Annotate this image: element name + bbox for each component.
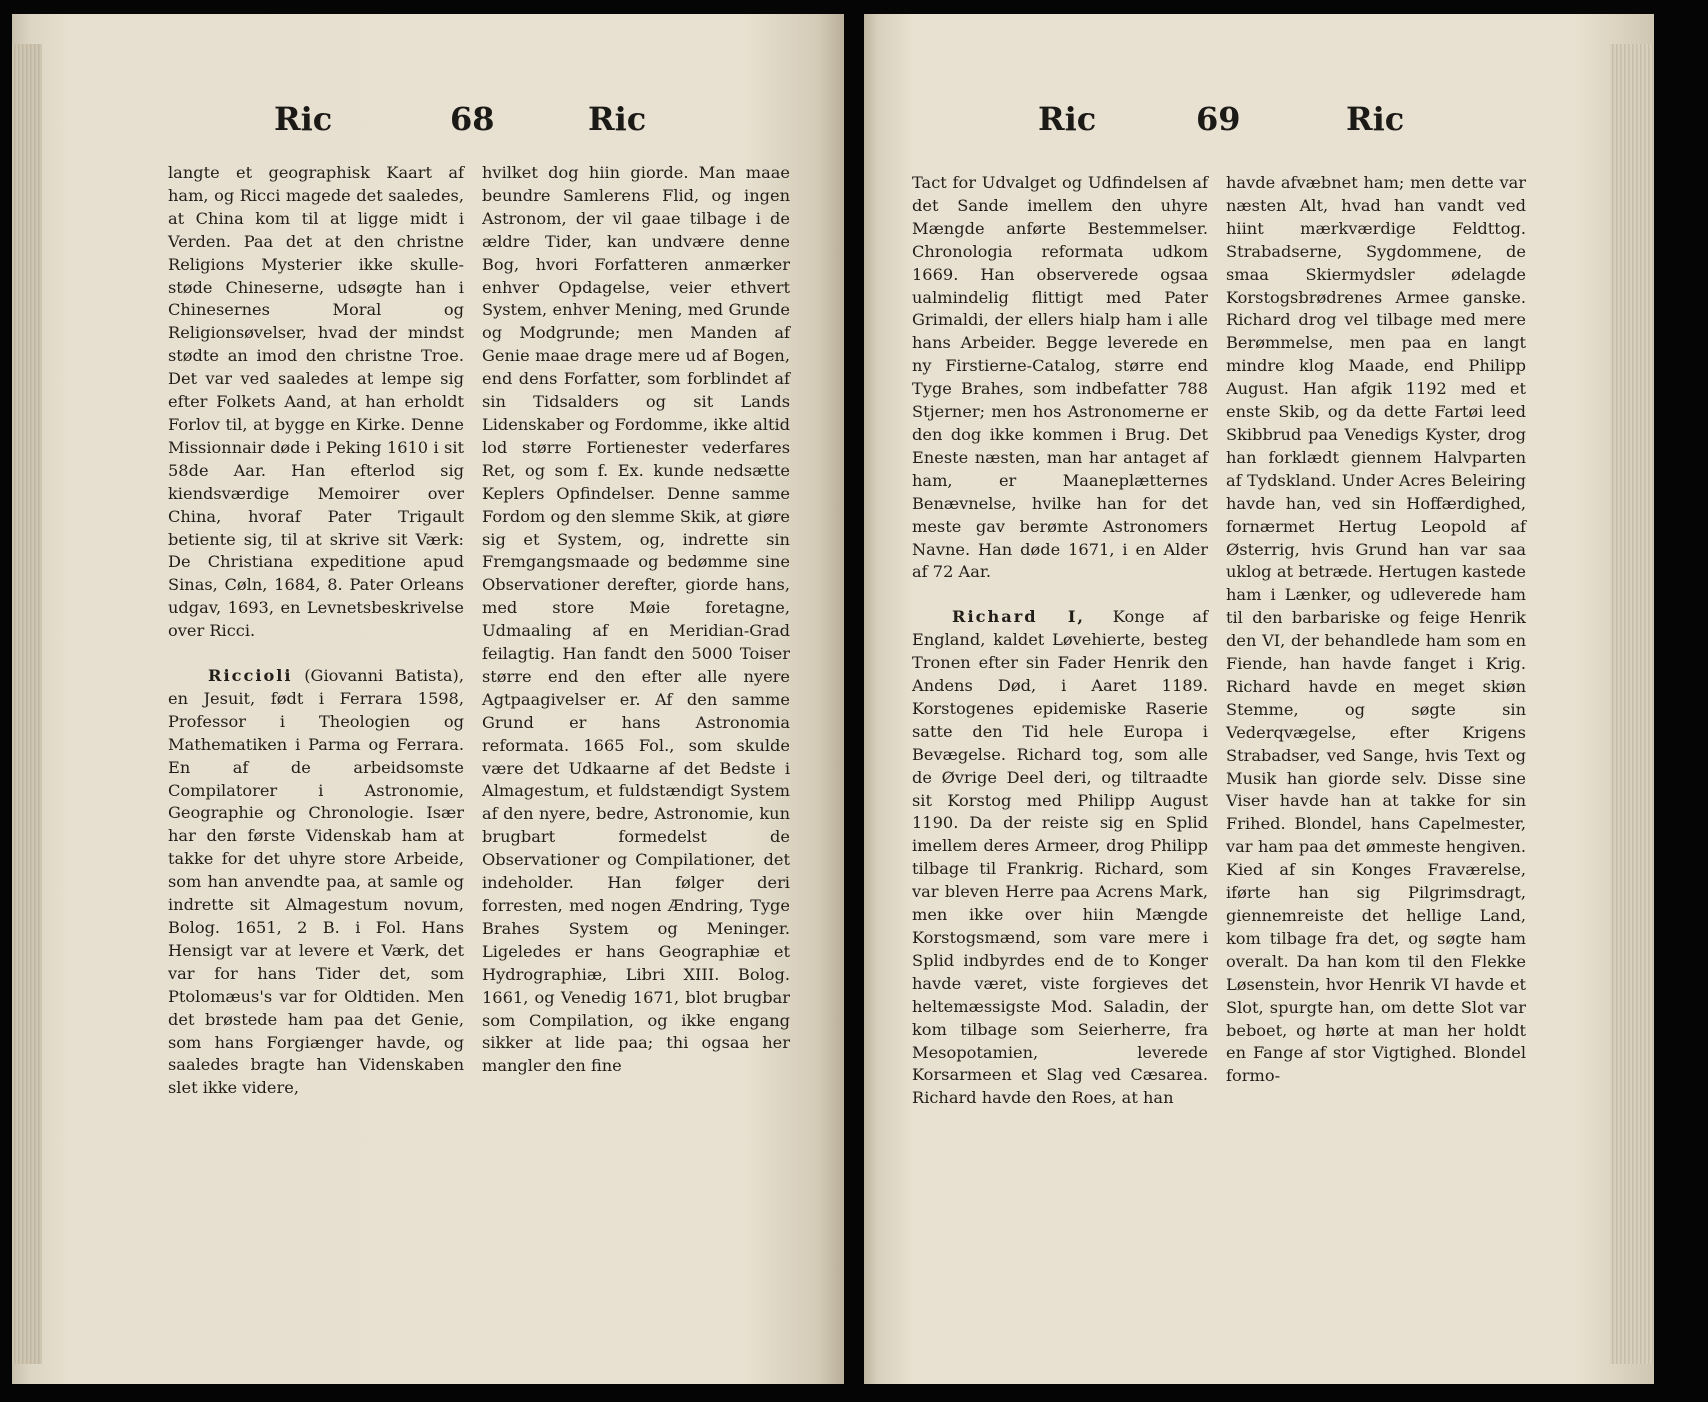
paragraph-text: hvilket dog hiin giorde. Man maae beundre Samlerens Flid, og ingen Astronom, der vil gaae tilbage i de ældre Tider, kan undvære denne Bog, hvori Forfatteren anmærker enhver Opdagelse, veier ethvert System, enhver Mening, med Grunde og Modgrunde; men Manden af Genie maae drage mere ud af Bogen, end dens Forfatter, som forblindet af sin Tidsalders og sit Lands Lidenskaber og Fordomme, ikke altid lod større Fortienester vederfares Ret, og som f. Ex. kunde nedsætte Keplers Opfindelser. Denne samme Fordom og den slemme Skik, at giøre sig et System, og, indrette sin Fremgangsmaade og bedømme sine Observationer derefter, giorde hans, med store Møie foretagne, Udmaaling af en Meridian-Grad feilagtig. Han fandt den 5000 Toiser større end den efter alle nyere Agtpaagivelser er. Af den samme Grund er hans Astronomia reformata. 1665 Fol., som skulde være det Udkaarne af det Bedste i Almagestum, et fuldstændigt System af den nyere, bedre, Astronomie, kun brugbart formedelst de Observationer og Compilationer, det indeholder. Han følger deri forresten, med nogen Ændring, Tyge Brahes System og Meninger. Ligeledes er hans Geographiæ et Hydrographiæ, Libri XIII. Bolog. 1661, og Venedig 1671, blot brugbar som Compilation, og ikke engang sikker at lide paa; thi ogsaa her mangler den fine	[482, 163, 790, 1076]
left-page-edge	[12, 44, 42, 1364]
left-page-column-2	[482, 162, 790, 1078]
right-page	[864, 14, 1654, 1384]
entry-paragraph	[168, 665, 464, 1100]
paragraph-text: langte et geographisk Kaart af ham, og Ricci magede det saaledes, at China kom til at ligge midt i Verden. Paa det at den christne Religions Mysterier ikke skulle-støde Chineserne, udsøgte han i Chinesernes Moral og Religionsøvelser, hvad der mindst stødte an imod den christne Troe. Det var ved saaledes at lempe sig efter Folkets Aand, at han erholdt Forlov til, at bygge en Kirke. Denne Missionnair døde i Peking 1610 i sit 58de Aar. Han efterlod sig kiendsværdige Memoirer over China, hvoraf Pater Trigault betiente sig, til at skrive sit Værk: De Christiana expeditione apud Sinas, Cøln, 1684, 8. Pater Orleans udgav, 1693, en Levnetsbeskrivelse over Ricci.	[168, 163, 464, 641]
paragraph-text: havde afvæbnet ham; men dette var næsten Alt, hvad han vandt ved hiint mærkværdige Feldttog. Strabadserne, Sygdommene, de smaa Skiermydsler ødelagde Korstogsbrødrenes Armee ganske. Richard drog vel tilbage med mere Berømmelse, men paa en langt mindre klog Maade, end Philipp August. Han afgik 1192 med et enste Skib, og da dette Fartøi leed Skibbrud paa Venedigs Kyster, drog han forklædt giennem Halvparten af Tydskland. Under Acres Beleiring havde han, ved sin Hoffærdighed, fornærmet Hertug Leopold af Østerrig, hvis Grund han var saa uklog at betræde. Hertugen kastede ham i Lænker, og udleverede ham til den barbariske og feige Henrik den VI, der behandlede ham som en Fiende, han havde fanget i Krig. Richard havde en meget skiøn Stemme, og søgte sin Vederqvægelse, efter Krigens Strabadser, ved Sange, hvis Text og Musik han giorde selv. Disse sine Viser havde han at takke for sin Frihed. Blondel, hans Capelmester, var ham paa det ømmeste hengiven. Kied af sin Konges Fraværelse, iførte han sig Pilgrimsdragt, giennemreiste det hellige Land, kom tilbage fra det, og søgte ham overalt. Da han kom til den Flekke Løsenstein, hvor Henrik VI havde et Slot, spurgte han, om dette Slot var beboet, og hørte at man her holdt en Fange af stor Vigtighed. Blondel formo-	[1226, 173, 1526, 1086]
right-page-number: 69	[1196, 100, 1241, 138]
left-header-left-word: Ric	[274, 100, 333, 138]
paragraph-text: Konge af England, kaldet Løvehierte, besteg Tronen efter sin Fader Henrik den Andens Død, i Aaret 1189. Korstogenes epidemiske Raserie satte den Tid hele Europa i Bevægelse. Richard tog, som alle de Øvrige Deel deri, og tiltraadte sit Korstog med Philipp August 1190. Da der reiste sig en Splid imellem deres Armeer, drog Philipp tilbage til Frankrig. Richard, som var bleven Herre paa Acrens Mark, men ikke over hiin Mængde Korstogsmænd, som vare mere i Splid indbyrdes end de to Konger havde været, viste forgieves det heltemæssigste Mod. Saladin, der kom tilbage som Seierherre, fra Mesopotamien, leverede Korsarmeen et Slag ved Cæsarea. Richard havde den Roes, at han	[912, 607, 1208, 1108]
entry-headword: Riccioli	[208, 666, 293, 686]
continued-paragraph	[482, 162, 790, 1078]
left-page-number: 68	[450, 100, 495, 138]
right-page-header	[864, 100, 1654, 150]
entry-headword: Richard I,	[952, 607, 1086, 627]
paragraph-text: (Giovanni Batista), en Jesuit, født i Ferrara 1598, Professor i Theologien og Mathematiken i Parma og Ferrara. En af de arbeidsomste Compilatorer i Astronomie, Geographie og Chronologie. Især har den første Videnskab ham at takke for det uhyre store Arbeide, som han anvendte paa, at samle og indrette sit Almagestum novum, Bolog. 1651, 2 B. i Fol. Hans Hensigt var at levere et Værk, det var for hans Tider det, som Ptolomæus's var for Oldtiden. Men det brøstede ham paa det Genie, som hans Forgiænger havde, og saaledes bragte han Videnskaben slet ikke videre,	[168, 666, 464, 1098]
right-page-column-1	[912, 172, 1208, 1110]
continued-paragraph	[1226, 172, 1526, 1088]
right-page-column-2	[1226, 172, 1526, 1088]
right-header-right-word: Ric	[1346, 100, 1405, 138]
left-page-header	[12, 100, 844, 150]
left-page-column-1	[168, 162, 464, 1100]
continued-paragraph	[912, 172, 1208, 584]
left-header-right-word: Ric	[588, 100, 647, 138]
right-page-edge	[1610, 44, 1654, 1364]
right-header-left-word: Ric	[1038, 100, 1097, 138]
continued-paragraph	[168, 162, 464, 643]
paragraph-text: Tact for Udvalget og Udfindelsen af det Sande imellem den uhyre Mængde anførte Bestemmelser. Chronologia reformata udkom 1669. Han observerede ogsaa ualmindelig flittigt med Pater Grimaldi, der ellers hialp ham i alle hans Arbeider. Begge leverede en ny Firstierne-Catalog, større end Tyge Brahes, som indbefatter 788 Stjerner; men hos Astronomerne er den dog ikke kommen i Brug. Det Eneste næsten, man har antaget af ham, er Maaneplætternes Benævnelse, hvilke han for det meste gav berømte Astronomers Navne. Han døde 1671, i en Alder af 72 Aar.	[912, 173, 1208, 582]
entry-paragraph	[912, 606, 1208, 1110]
left-page	[12, 14, 844, 1384]
